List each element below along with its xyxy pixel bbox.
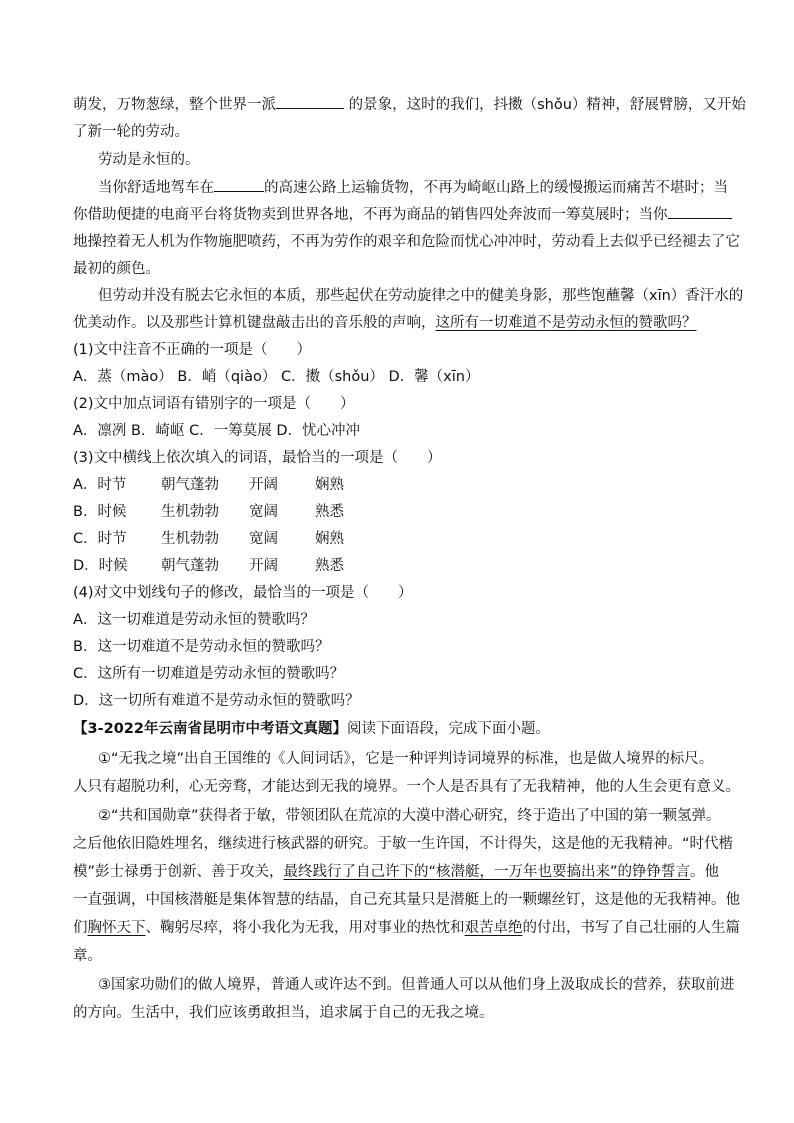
text: 的景象，这时的我们，抖擞（shǒu）精神，舒展臂膀，又开始 <box>344 97 746 113</box>
paragraph-line: ②“共和国勋章”获得者于敏，带领团队在荒凉的大漠中潜心研究，终于造出了中国的第一颗氢弹。 <box>98 808 721 824</box>
passage-line: 但劳动并没有脱去它永恒的本质，那些起伏在劳动旋律之中的健美身影，那些饱蘸馨（xīn）香汗水的 <box>98 288 744 304</box>
text: 你借助便捷的电商平台将货物卖到世界各地，不再为商品的销售四处奔波而一筹莫展时；当你 <box>73 207 668 223</box>
question-3: (3)文中横线上依次填入的词语，最恰当的一项是（ ） <box>73 450 442 466</box>
question-4: (4)对文中划线句子的修改，最恰当的一项是（ ） <box>73 585 413 601</box>
text: 的高速公路上运输货物，不再为崎岖山路上的缓慢搬运而痛苦不堪时；当 <box>264 180 728 196</box>
paragraph-line: 章。 <box>73 948 102 964</box>
passage-line: 地操控着无人机为作物施肥喷药，不再为劳作的艰辛和危险而忧心冲冲时，劳动看上去似乎已经褪去了它 <box>73 234 740 250</box>
underlined-phrase: 艰苦卓绝 <box>464 920 523 936</box>
text: 萌发，万物葱绿，整个世界一派 <box>73 97 276 113</box>
question-3-option <box>73 500 733 524</box>
text: 开阔 <box>249 558 278 574</box>
text: 开阔 <box>249 477 278 493</box>
text: 的付出，书写了自己壮丽的人生篇 <box>522 920 740 936</box>
source-label: 【3-2022年云南省昆明市中考语文真题】 <box>73 721 347 737</box>
question-4-option: B．这一切难道不是劳动永恒的赞歌吗？ <box>73 639 330 655</box>
text: 模”彭士禄勇于创新、善于攻关， <box>73 864 284 880</box>
passage-paragraph: 劳动是永恒的。 <box>98 152 200 168</box>
text: B．时候 <box>73 504 127 520</box>
question-2: (2)文中加点词语有错别字的一项是（ ） <box>73 396 355 412</box>
underlined-phrase: 胸怀天下 <box>87 920 146 936</box>
instruction: 阅读下面语段，完成下面小题。 <box>346 721 550 737</box>
text: 优美动作。以及那些计算机键盘敲击出的音乐般的声响， <box>73 315 436 331</box>
question-3-option <box>73 473 733 497</box>
paragraph-line: ③国家功勋们的做人境界，普通人或许达不到。但普通人可以从他们身上汲取成长的营养，获取前进 <box>98 977 735 993</box>
passage-line <box>73 93 746 117</box>
paragraph-line <box>73 860 733 884</box>
question-2-options: A．凛冽 B．崎岖 C．一筹莫展 D．忧心冲冲 <box>73 423 360 439</box>
question-1-options: A．蒸（mào） B．峭（qiào） C．擞（shǒu） D．馨（xīn） <box>73 369 480 385</box>
question-3-option <box>73 527 733 551</box>
text: 生机勃勃 <box>161 531 219 547</box>
paragraph-line: 的方向。生活中，我们应该勇敢担当，追求属于自己的无我之境。 <box>73 1005 494 1021</box>
text: C．时节 <box>73 531 127 547</box>
text: 熟悉 <box>315 504 344 520</box>
text: 娴熟 <box>315 477 344 493</box>
question-4-option: A．这一切难道是劳动永恒的赞歌吗？ <box>73 612 315 628</box>
text: 娴熟 <box>315 531 344 547</box>
question-4-option: D．这一切所有难道不是劳动永恒的赞歌吗？ <box>73 693 360 709</box>
question-1: (1)文中注音不正确的一项是（ ） <box>73 342 312 358</box>
underlined-sentence: 最终践行了自己许下的“核潜艇，一万年也要搞出来”的铮铮誓言 <box>283 864 691 880</box>
text: 朝气蓬勃 <box>161 477 219 493</box>
passage-line <box>73 311 733 335</box>
passage-line <box>98 176 758 200</box>
text: 生机勃勃 <box>161 504 219 520</box>
text: A．时节 <box>73 477 127 493</box>
fill-blank <box>668 203 732 219</box>
text: D．时候 <box>73 558 128 574</box>
question-3-option <box>73 554 733 578</box>
paragraph-line: 人只有超脱功利，心无旁骛，才能达到无我的境界。一个人是否具有了无我精神，他的人生会更有意义。 <box>73 779 740 795</box>
paragraph-line <box>73 916 740 940</box>
underlined-sentence: 这所有一切难道不是劳动永恒的赞歌吗？ <box>435 315 697 331</box>
paragraph-line: ①“无我之境”出自王国维的《人间词话》，它是一种评判诗词境界的标准，也是做人境界的标尺。 <box>98 751 714 767</box>
passage-line: 最初的颜色。 <box>73 261 160 277</box>
text: 当你舒适地驾车在 <box>98 180 214 196</box>
passage-line: 了新一轮的劳动。 <box>73 124 189 140</box>
text: 、鞠躬尽瘁，将小我化为无我，用对事业的热忱和 <box>145 920 465 936</box>
text: 朝气蓬勃 <box>161 558 219 574</box>
section-header <box>73 717 733 741</box>
fill-blank <box>214 176 264 192</box>
paragraph-line: 之后他依旧隐姓埋名，继续进行核武器的研究。于敏一生许国，不计得失，这是他的无我精神。“时代楷 <box>73 836 734 852</box>
text: 宽阔 <box>249 504 278 520</box>
question-4-option: C．这所有一切难道是劳动永恒的赞歌吗？ <box>73 666 345 682</box>
text: 。他 <box>690 864 720 880</box>
paragraph-line: 一直强调，中国核潜艇是集体智慧的结晶，自己充其量只是潜艇上的一颗螺丝钉，这是他的无我精神。他 <box>73 892 740 908</box>
text: 宽阔 <box>249 531 278 547</box>
text: 熟悉 <box>315 558 344 574</box>
text: 们 <box>73 920 88 936</box>
passage-line <box>73 203 733 227</box>
fill-blank <box>276 93 344 109</box>
